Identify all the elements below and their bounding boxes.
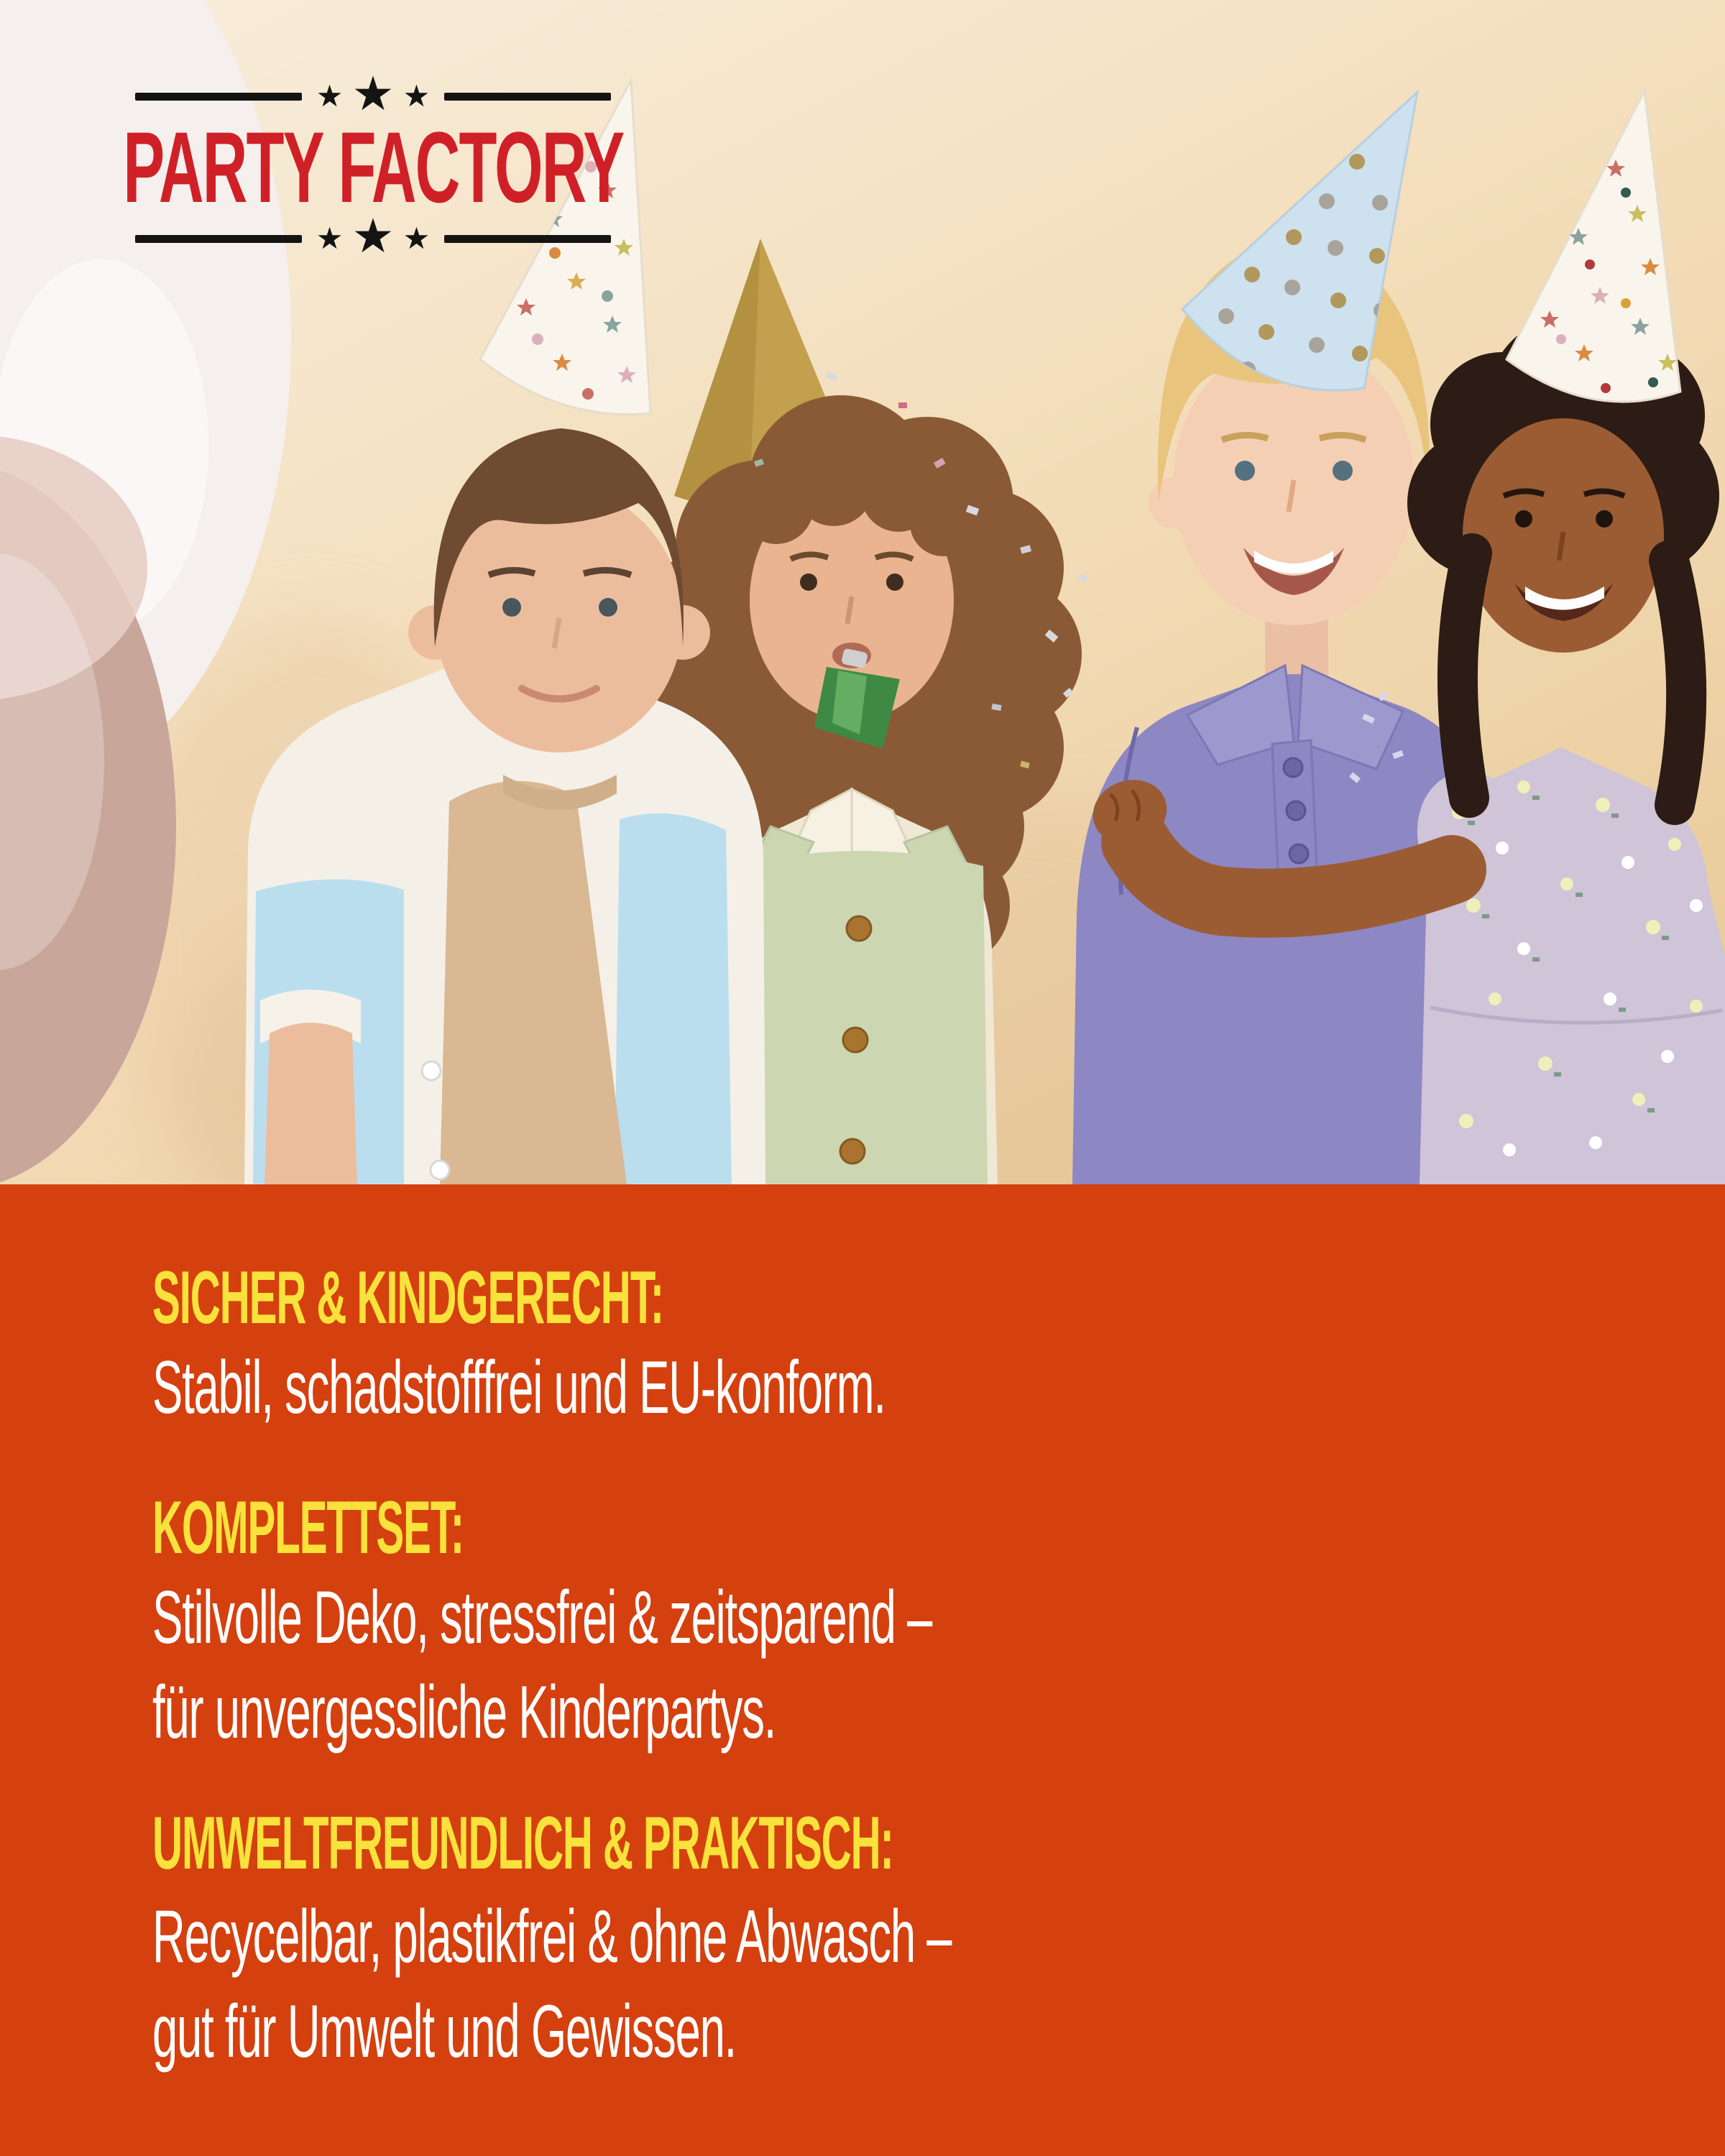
blue-panel-right: [615, 814, 732, 1184]
brand-name: PARTY FACTORY: [122, 111, 624, 224]
logo-line-left: [135, 93, 302, 101]
section-heading-safety: SICHER & KINDGERECHT:: [152, 1256, 663, 1340]
star-icon: ★: [402, 221, 431, 255]
logo-line-right: [444, 93, 611, 101]
info-panel: [0, 1184, 1725, 2156]
star-icon: ★: [316, 79, 344, 113]
sage-overalls: [735, 826, 988, 1184]
section-body-line: Stabil, schadstofffrei und EU-konform.: [152, 1346, 886, 1429]
section-body-line: Recycelbar, plastikfrei & ohne Abwasch –: [152, 1895, 952, 1978]
logo-line-right: [444, 235, 611, 243]
shirt-button: [431, 1161, 449, 1179]
logo-stars-bottom: [316, 209, 431, 262]
brand-logo: [122, 67, 624, 264]
forearm: [264, 1023, 357, 1184]
star-icon: ★: [351, 67, 395, 120]
logo-line-left: [135, 235, 302, 243]
section-body-line: gut für Umwelt und Gewissen.: [152, 1990, 737, 2073]
section-body-line: Stilvolle Deko, stressfrei & zeitsparend –: [152, 1576, 932, 1659]
star-icon: ★: [402, 79, 431, 113]
brand-name-wrap: [122, 111, 624, 224]
section-heading-complete-set: KOMPLETTSET:: [152, 1486, 464, 1570]
star-icon: ★: [316, 221, 344, 255]
section-body-line: für unvergessliche Kinderpartys.: [152, 1671, 776, 1754]
star-icon: ★: [351, 209, 395, 262]
shirt-button: [422, 1061, 441, 1080]
section-heading-eco: UMWELTFREUNDLICH & PRAKTISCH:: [152, 1802, 893, 1885]
